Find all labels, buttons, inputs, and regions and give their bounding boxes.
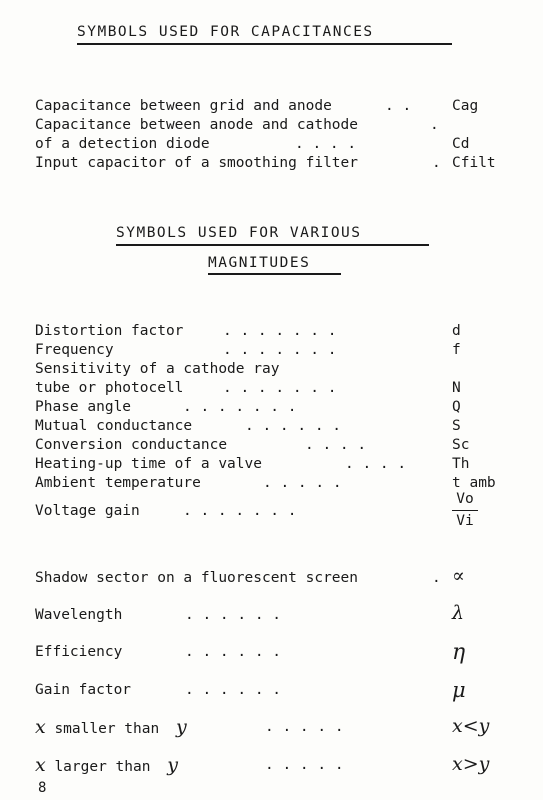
variable-y: y <box>175 716 187 738</box>
comparison-text: larger than <box>54 759 151 775</box>
fraction-numerator: Vo <box>456 491 474 507</box>
row-label: Efficiency <box>35 644 123 660</box>
section-title-capacitances: SYMBOLS USED FOR CAPACITANCES <box>77 24 374 40</box>
table-row <box>35 398 513 417</box>
leader-dots: . . . . <box>295 136 357 152</box>
greater-than-symbol: x>y <box>452 753 490 775</box>
table-row <box>35 715 513 738</box>
row-label: Gain factor <box>35 682 132 698</box>
leader-dots: . . . . . . . <box>223 342 337 358</box>
leader-dots: . . . . <box>345 456 407 472</box>
row-label: Input capacitor of a smoothing filter <box>35 155 359 171</box>
row-label: Frequency <box>35 342 114 358</box>
table-row <box>35 753 513 776</box>
leader-dots: . <box>432 570 441 586</box>
voltage-gain-fraction <box>452 490 478 531</box>
row-label: Sensitivity of a cathode ray <box>35 361 280 377</box>
page-number: 8 <box>38 780 47 796</box>
table-row <box>35 565 513 588</box>
leader-dots: . . . . . . <box>245 418 342 434</box>
table-row <box>35 417 513 436</box>
table-row <box>35 97 513 116</box>
title-underline <box>77 43 452 45</box>
row-label: Heating-up time of a valve <box>35 456 262 472</box>
leader-dots: . <box>430 117 439 133</box>
row-symbol: t amb <box>452 475 496 491</box>
less-than-symbol: x<y <box>452 715 490 737</box>
table-row <box>35 379 513 398</box>
table-row <box>35 116 513 135</box>
leader-dots: . . . . . . . <box>183 399 297 415</box>
row-label: tube or photocell <box>35 380 184 396</box>
row-symbol: Sc <box>452 437 470 453</box>
row-label <box>35 756 178 777</box>
leader-dots: . . . . . . . <box>183 503 297 519</box>
eta-symbol: η <box>452 640 466 665</box>
row-symbol: Th <box>452 456 470 472</box>
row-label: Distortion factor <box>35 323 184 339</box>
table-row <box>35 602 513 625</box>
row-label: Capacitance between grid and anode <box>35 98 332 114</box>
row-symbol: Q <box>452 399 461 415</box>
table-row <box>35 341 513 360</box>
row-label: Capacitance between anode and cathode <box>35 117 359 133</box>
row-symbol: N <box>452 380 461 396</box>
table-row <box>35 678 513 702</box>
title-underline <box>208 273 341 275</box>
leader-dots: . . . . <box>305 437 367 453</box>
row-symbol: Cfilt <box>452 155 496 171</box>
leader-dots: . . . . . . <box>185 607 282 623</box>
row-label: Phase angle <box>35 399 132 415</box>
leader-dots: . . <box>385 98 412 114</box>
fraction-bar <box>452 510 478 511</box>
row-label: Wavelength <box>35 607 123 623</box>
row-label <box>35 718 187 739</box>
row-label: Conversion conductance <box>35 437 228 453</box>
table-row <box>35 474 513 493</box>
table-row <box>35 154 513 173</box>
leader-dots: . . . . . . . <box>223 380 337 396</box>
row-symbol: Cd <box>452 136 470 152</box>
table-row <box>35 455 513 474</box>
title-underline <box>116 244 429 246</box>
table-row <box>35 491 513 530</box>
leader-dots: . . . . . <box>263 475 342 491</box>
row-label: of a detection diode <box>35 136 210 152</box>
section-title-magnitudes: MAGNITUDES <box>208 255 311 271</box>
row-symbol: f <box>452 342 461 358</box>
table-row <box>35 360 513 379</box>
mu-symbol: μ <box>452 678 466 702</box>
table-row <box>35 640 513 665</box>
row-symbol: Cag <box>452 98 479 114</box>
comparison-text: smaller than <box>54 721 160 737</box>
variable-y: y <box>167 754 178 776</box>
fraction-denominator: Vi <box>456 513 474 530</box>
leader-dots: . . . . . . <box>185 682 282 698</box>
lambda-symbol: λ <box>452 602 465 624</box>
leader-dots: . <box>432 155 441 171</box>
leader-dots: . . . . . . <box>185 644 282 660</box>
row-label: Shadow sector on a fluorescent screen <box>35 570 359 586</box>
section-title-various: SYMBOLS USED FOR VARIOUS <box>116 225 362 241</box>
row-label: Ambient temperature <box>35 475 201 491</box>
variable-x: x <box>35 754 46 776</box>
row-symbol: d <box>452 323 461 339</box>
table-row <box>35 322 513 341</box>
variable-x: x <box>35 716 46 738</box>
leader-dots: . . . . . . . <box>223 323 337 339</box>
row-symbol: S <box>452 418 461 434</box>
leader-dots: . . . . . <box>265 719 344 735</box>
table-row <box>35 135 513 154</box>
leader-dots: . . . . . <box>265 757 344 773</box>
row-label: Mutual conductance <box>35 418 193 434</box>
row-label: Voltage gain <box>35 503 140 519</box>
table-row <box>35 436 513 455</box>
alpha-symbol: ∝ <box>452 565 465 587</box>
